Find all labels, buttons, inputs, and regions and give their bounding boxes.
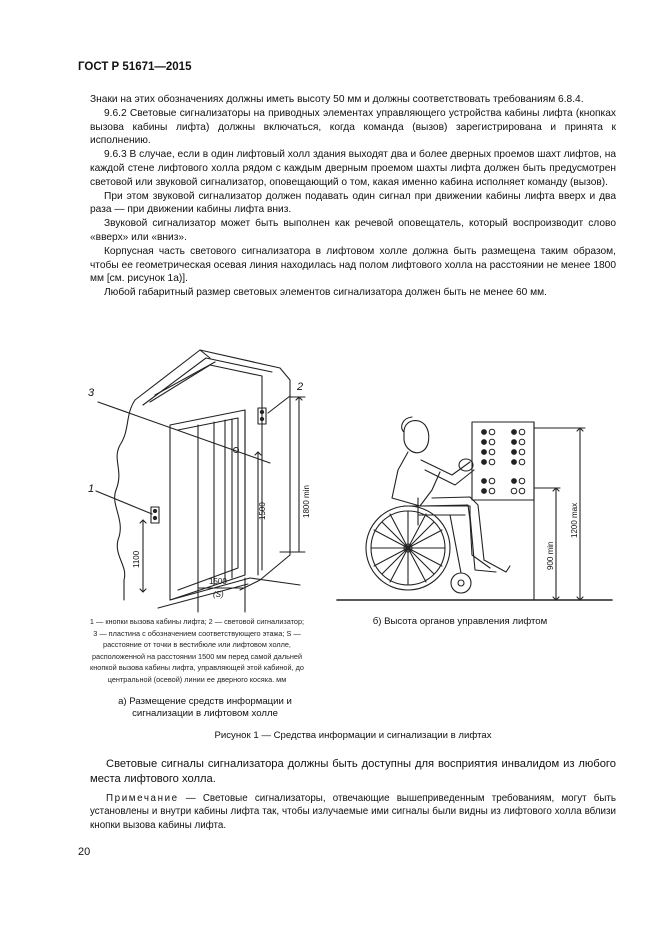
- dim-1100: 1100: [132, 550, 141, 568]
- note-label: Примечание: [106, 793, 179, 804]
- note: [90, 792, 616, 832]
- caption-b: б) Высота органов управления лифтом: [372, 616, 548, 627]
- callout-2: 2: [297, 381, 304, 393]
- caption-a: а) Размещение средств информации и сигнализации в лифтовом холле: [118, 696, 292, 720]
- elevator-hall-illustration: [96, 350, 305, 612]
- note-text: — Световые сигнализаторы, отвечающие вышеприведенным требованиям, могут быть установлены и внутри кабины лифта так, чтобы излучаемые ими сигналы были видны из лифтового холла вблизи кнопки вызова кабины лифта.: [90, 793, 616, 831]
- panel-buttons: [482, 429, 525, 494]
- paragraph: 9.6.2 Световые сигнализаторы на приводных элементах управляющего устройства кабины лифта (кнопках вызова кабины лифта) должны включаться, когда команда (вызов) зарегистрирована и принята к исполнению.: [90, 107, 616, 147]
- dim-1500-width: 1500: [209, 577, 227, 586]
- paragraph: Корпусная часть светового сигнализатора в лифтовом холле должна быть размещена таким образом, чтобы ее геометрическая осевая линия находилась над полом лифтового холла на расстоянии не менее 1800 мм [см. рисунок 1а)].: [90, 245, 616, 285]
- paragraph: Знаки на этих обозначениях должны иметь высоту 50 мм и должны соответствовать требованиям 6.8.4.: [90, 94, 584, 105]
- paragraph: Любой габаритный размер световых элементов сигнализатора должен быть не менее 60 мм.: [104, 287, 547, 299]
- dim-900: 900 min: [546, 541, 555, 570]
- document-header: ГОСТ Р 51671—2015: [78, 61, 192, 73]
- figure-legend: 1 — кнопки вызова кабины лифта; 2 — световой сигнализатор; 3 — пластина с обозначением соответствующего этажа; S — расстояние от точки в вестибюле или лифтовом холле, расположенной на расстоянии 1500 мм перед самой дальней кнопкой вызова кабины лифта, управляющей этой кабиной, до центральной (осевой) линии ее дверного косяка. мм: [89, 617, 305, 684]
- paragraph: Звуковой сигнализатор может быть выполнен как речевой оповещатель, который воспроизводит слово «вверх» или «вниз».: [90, 218, 616, 243]
- dim-1800: 1800 min: [302, 485, 311, 518]
- dim-1200: 1200 max: [570, 502, 579, 538]
- main-paragraph: [90, 757, 616, 787]
- dim-1500-vertical: 1500: [258, 502, 267, 520]
- dim-width-s: (S): [213, 590, 224, 599]
- paragraph: 9.6.3 В случае, если в один лифтовый холл здания выходят два и более дверных проемов шахт лифтов, на каждой стене лифтового холла рядом с каждым дверным проемом шахты лифта должен быть предусмотрен световой или звуковой сигнализатор, оповещающий о том, какая именно кабина исполняет команду (вызов).: [90, 149, 616, 188]
- figure-title: Рисунок 1 — Средства информации и сигнализации в лифтах: [214, 730, 492, 741]
- page-number: 20: [78, 846, 91, 858]
- main-text: Световые сигналы сигнализатора должны быть доступны для восприятия инвалидом из любого места лифтового холла.: [90, 758, 616, 785]
- callout-3: 3: [88, 387, 95, 399]
- callout-1: 1: [88, 483, 95, 495]
- paragraph: При этом звуковой сигнализатор должен подавать один сигнал при движении кабины лифта вверх и два раза — при движении кабины лифта вниз.: [90, 190, 616, 216]
